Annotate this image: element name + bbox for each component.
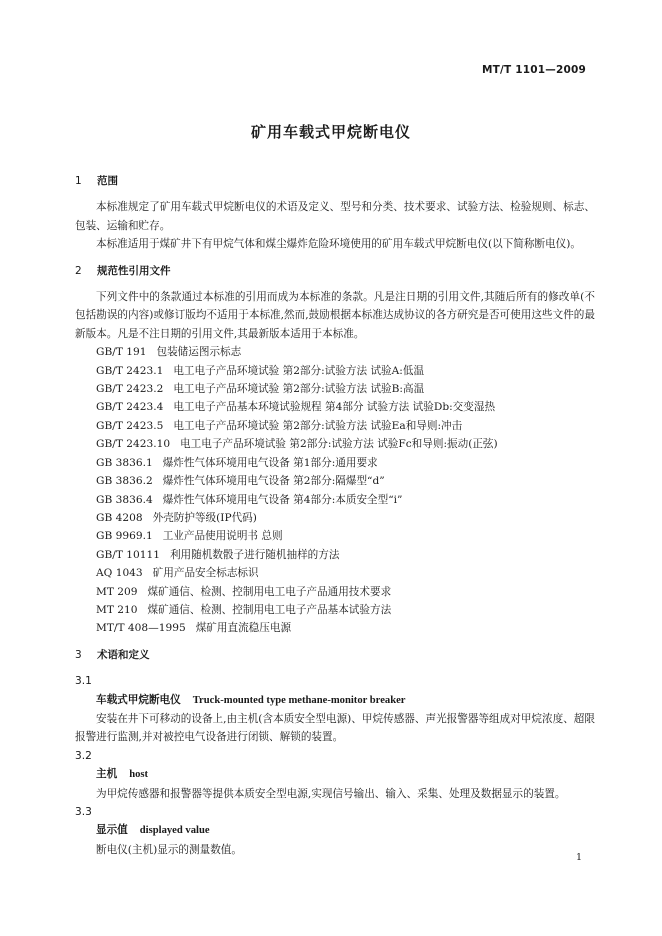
reference-code: GB 3836.4 (96, 493, 153, 506)
reference-code: GB 4208 (96, 511, 143, 524)
references-intro-paragraph: 下列文件中的条款通过本标准的引用而成为本标准的条款。凡是注日期的引用文件,其随后所有的修改单(不包括勘误的内容)或修订版均不适用于本标准,然而,鼓励根据本标准达成协议的各方研究是否可使用这些文件的最新版本。凡是不注日期的引用文件,其最新版本适用于本标准。 (75, 291, 595, 340)
reference-code: GB/T 2423.2 (96, 383, 164, 396)
reference-item (75, 601, 595, 619)
reference-item (75, 380, 595, 398)
term-number: 3.3 (75, 806, 92, 818)
reference-title: 电工电子产品环境试验 第2部分:试验方法 试验Ea和导则:冲击 (173, 419, 463, 432)
term-list (75, 672, 595, 859)
scope-paragraph-1: 本标准规定了矿用车载式甲烷断电仪的术语及定义、型号和分类、技术要求、试验方法、检验规则、标志、包装、运输和贮存。 (75, 201, 595, 232)
reference-title: 爆炸性气体环境用电气设备 第4部分:本质安全型“i” (162, 493, 403, 506)
reference-item (75, 509, 595, 527)
section-heading-normative-references: 2 规范性引用文件 (75, 264, 171, 277)
reference-title: 爆炸性气体环境用电气设备 第1部分:通用要求 (162, 456, 378, 469)
term-number: 3.2 (75, 749, 92, 762)
term-definition: 安装在井下可移动的设备上,由主机(含本质安全型电源)、甲烷传感器、声光报警器等组成对甲烷浓度、超限报警进行监测,并对被控电气设备进行闭锁、解锁的装置。 (75, 712, 595, 744)
section-heading-terms-definitions: 3 术语和定义 (75, 648, 150, 661)
term-chinese: 车载式甲烷断电仪 (96, 693, 181, 706)
reference-code: GB 3836.2 (96, 475, 153, 488)
document-body (75, 172, 595, 859)
reference-title: 电工电子产品环境试验 第2部分:试验方法 试验A:低温 (173, 364, 425, 377)
term-chinese: 主机 (96, 768, 118, 781)
term-definition: 断电仪(主机)显示的测量数值。 (96, 843, 242, 856)
reference-code: GB 3836.1 (96, 456, 153, 469)
reference-code: GB/T 2423.5 (96, 419, 164, 432)
reference-item (75, 417, 595, 435)
reference-title: 包装储运图示标志 (156, 346, 242, 359)
reference-title: 矿用产品安全标志标识 (152, 567, 259, 580)
reference-item (75, 398, 595, 416)
reference-code: GB/T 2423.10 (96, 438, 171, 451)
reference-code: GB/T 2423.4 (96, 401, 164, 414)
reference-item (75, 527, 595, 545)
reference-title: 工业产品使用说明书 总则 (162, 530, 283, 543)
reference-item (75, 472, 595, 490)
section-heading-scope: 1 范围 (75, 175, 118, 187)
term-chinese: 显示值 (96, 824, 128, 837)
reference-code: GB/T 191 (96, 346, 147, 359)
reference-title: 外壳防护等级(IP代码) (152, 511, 257, 524)
reference-item (75, 454, 595, 472)
reference-list (75, 343, 595, 638)
reference-item (75, 583, 595, 601)
term-heading (75, 821, 595, 840)
term-english: host (129, 769, 149, 781)
reference-item (75, 491, 595, 509)
reference-item (75, 564, 595, 582)
document-title: 矿用车载式甲烷断电仪 (250, 123, 411, 141)
reference-item (75, 343, 595, 361)
scope-paragraph-2: 本标准适用于煤矿井下有甲烷气体和煤尘爆炸危险环境使用的矿用车载式甲烷断电仪(以下简称断电仪)。 (96, 238, 581, 251)
reference-title: 电工电子产品基本环境试验规程 第4部分 试验方法 试验Db:交变湿热 (173, 401, 496, 414)
reference-item (75, 362, 595, 380)
reference-title: 利用随机数骰子进行随机抽样的方法 (169, 548, 340, 561)
term-heading (75, 691, 595, 710)
term-english: displayed value (139, 825, 210, 837)
reference-title: 电工电子产品环境试验 第2部分:试验方法 试验B:高温 (173, 383, 425, 396)
standard-code: MT/T 1101—2009 (481, 64, 586, 76)
reference-code: MT 209 (96, 585, 138, 598)
term-english: Truck-mounted type methane-monitor breaker (192, 694, 406, 706)
term-definition: 为甲烷传感器和报警器等提供本质安全型电源,实现信号输出、输入、采集、处理及数据显示的装置。 (96, 787, 566, 800)
reference-title: 煤矿通信、检测、控制用电工电子产品通用技术要求 (147, 585, 392, 598)
reference-code: MT/T 408—1995 (96, 622, 186, 635)
reference-code: MT 210 (96, 603, 138, 616)
reference-title: 电工电子产品环境试验 第2部分:试验方法 试验Fc和导则:振动(正弦) (180, 438, 498, 451)
reference-code: GB/T 10111 (96, 548, 160, 561)
reference-item (75, 435, 595, 453)
reference-title: 煤矿用直流稳压电源 (195, 622, 292, 635)
reference-item (75, 619, 595, 637)
reference-title: 煤矿通信、检测、控制用电工电子产品基本试验方法 (147, 603, 392, 616)
reference-code: GB/T 2423.1 (96, 364, 164, 377)
reference-item (75, 546, 595, 564)
term-heading (75, 765, 595, 784)
reference-title: 爆炸性气体环境用电气设备 第2部分:隔爆型“d” (162, 475, 385, 488)
term-number: 3.1 (75, 675, 92, 688)
reference-code: AQ 1043 (96, 567, 143, 580)
reference-code: GB 9969.1 (96, 530, 153, 543)
page-number: 1 (575, 852, 582, 863)
